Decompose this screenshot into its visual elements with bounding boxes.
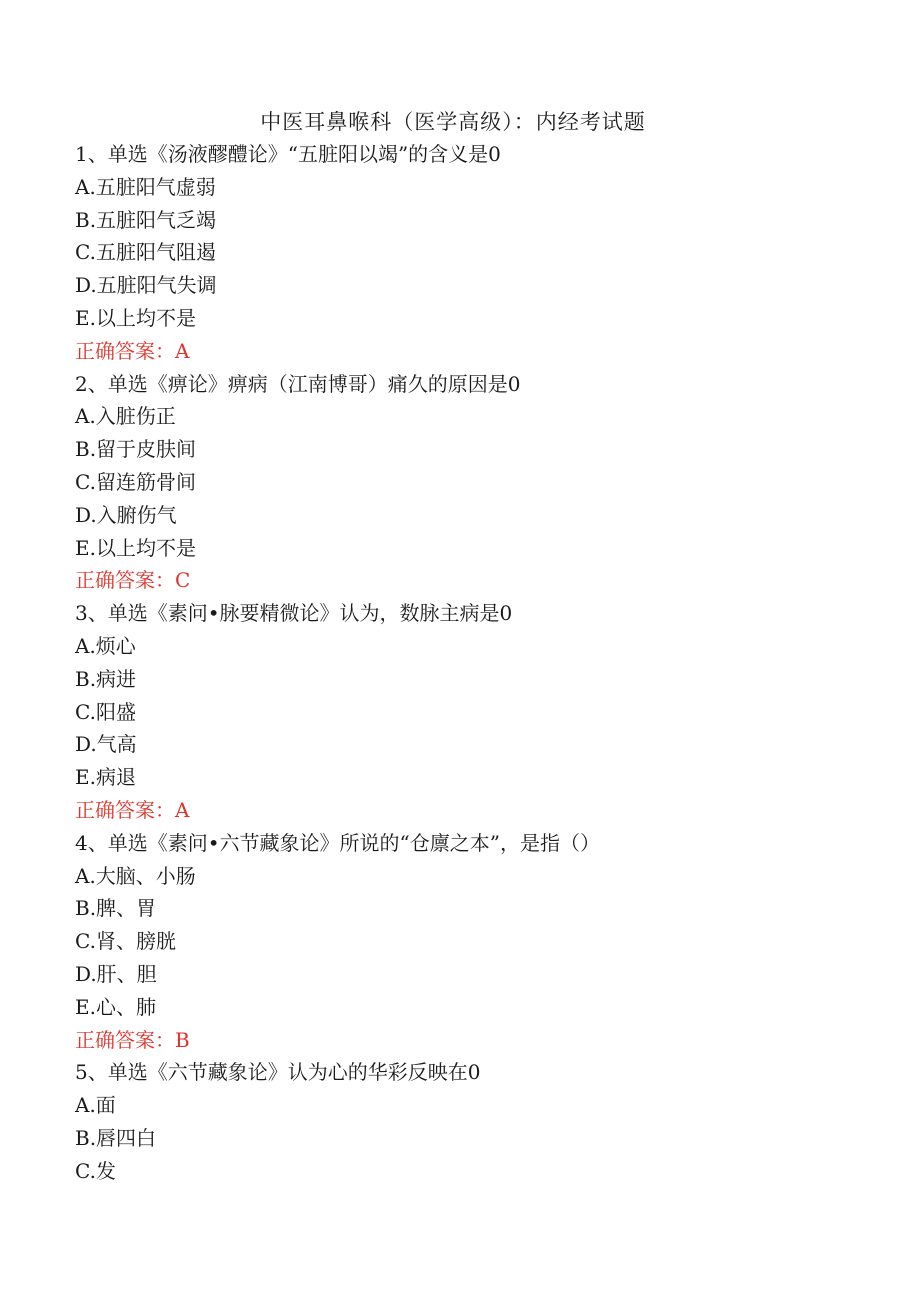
- option-b: B.脾、胃: [75, 896, 157, 921]
- option-a: A.入脏伤正: [75, 404, 176, 429]
- option-b: B.病进: [75, 666, 137, 691]
- option-a: A.大脑、小肠: [75, 863, 196, 888]
- option-c: C.五脏阳气阻遏: [75, 240, 216, 265]
- document-title: 中医耳鼻喉科（医学高级）：内经考试题: [260, 110, 646, 134]
- option-e: E.以上均不是: [75, 535, 196, 560]
- option-b: B.唇四白: [75, 1125, 157, 1150]
- option-d: D.肝、胆: [75, 961, 157, 986]
- option-a: A.面: [75, 1093, 116, 1118]
- question-stem: 5、单选《六节藏象论》认为心的华彩反映在0: [75, 1060, 481, 1085]
- option-a: A.烦心: [75, 633, 136, 658]
- option-b: B.留于皮肤间: [75, 437, 197, 462]
- option-e: E.心、肺: [75, 994, 156, 1019]
- option-a: A.五脏阳气虚弱: [75, 174, 216, 199]
- option-c: C.阳盛: [75, 699, 136, 724]
- correct-answer: 正确答案：A: [75, 338, 190, 363]
- question-stem: 3、单选《素问•脉要精微论》认为，数脉主病是0: [75, 601, 513, 626]
- question-stem: 4、单选《素问•六节藏象论》所说的“仓廪之本”，是指（）: [75, 830, 600, 855]
- question-list: [75, 138, 875, 1188]
- option-e: E.病退: [75, 765, 136, 790]
- option-c: C.肾、膀胱: [75, 929, 176, 954]
- option-d: D.五脏阳气失调: [75, 273, 217, 298]
- option-d: D.气高: [75, 732, 137, 757]
- question-stem: 1、单选《汤液醪醴论》“五脏阳以竭”的含义是0: [75, 142, 501, 166]
- option-c: C.留连筋骨间: [75, 469, 196, 494]
- correct-answer: 正确答案：A: [75, 797, 190, 822]
- option-b: B.五脏阳气乏竭: [75, 207, 217, 232]
- question-stem: 2、单选《痹论》痹病（江南博哥）痛久的原因是0: [75, 371, 521, 396]
- option-d: D.入腑伤气: [75, 502, 177, 527]
- option-c: C.发: [75, 1158, 116, 1183]
- correct-answer: 正确答案：B: [75, 1027, 190, 1052]
- correct-answer: 正确答案：C: [75, 568, 191, 593]
- option-e: E.以上均不是: [75, 305, 196, 330]
